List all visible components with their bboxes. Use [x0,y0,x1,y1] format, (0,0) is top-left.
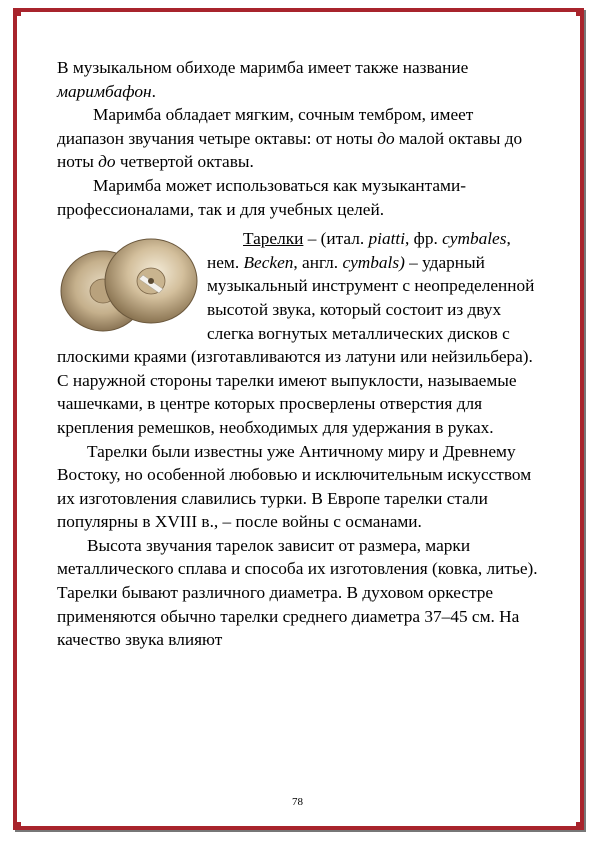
paragraph-cymbals-cups: С наружной стороны тарелки имеют выпуклости, называемые чашечками, в центре которых просверлены отверстия для крепления ремешков, необходимых для удержания в руках. [57,370,517,437]
frame-corner-top-right [576,8,584,16]
paragraph-marimba-usage: Маримба может использоваться как музыкантами-профессионалами, так и для учебных целей. [57,175,466,219]
paragraph-marimba-name: В музыкальном обиходе маримба имеет также название маримбафон. [57,58,469,101]
frame-corner-bottom-left [13,822,21,830]
frame-corner-bottom-right [576,822,584,830]
term-marimbafon: маримбафон [57,81,152,101]
page-number: 78 [292,796,303,808]
paragraph-cymbals-pitch: Высота звучания тарелок зависит от размера, марки металлического сплава и способа их изготовления (ковка, литье). Тарелки бывают различного диаметра. В духовом оркестре применяются обычно тарелки среднего диаметра 37–45 см. На качество звука влияют [57,535,538,650]
paragraph-cymbals-definition: Тарелки – (итал. piatti, фр. cymbales, нем. Becken, англ. cymbals) – ударный музыкальный инструмент с неопределенной высотой звука, который состоит из двух слегка вогнутых металлических дисков с плоскими краями (изготавливаются из латуни или нейзильбера). [57,229,535,367]
cymbals-section [57,227,541,369]
paragraph-marimba-timbre: Маримба обладает мягким, сочным тембром, имеет диапазон звучания четыре октавы: от ноты до малой октавы до ноты до четвертой октавы. [57,105,523,172]
term-cymbals: Тарелки [243,229,304,249]
page-content [57,56,541,652]
frame-corner-top-left [13,8,21,16]
paragraph-cymbals-history: Тарелки были известны уже Античному миру и Древнему Востоку, но особенной любовью и исключительным искусством их изготовления славились турки. В Европе тарелки стали популярны в XVIII в., – после войны с османами. [57,441,532,532]
cymbals-image [57,231,203,339]
